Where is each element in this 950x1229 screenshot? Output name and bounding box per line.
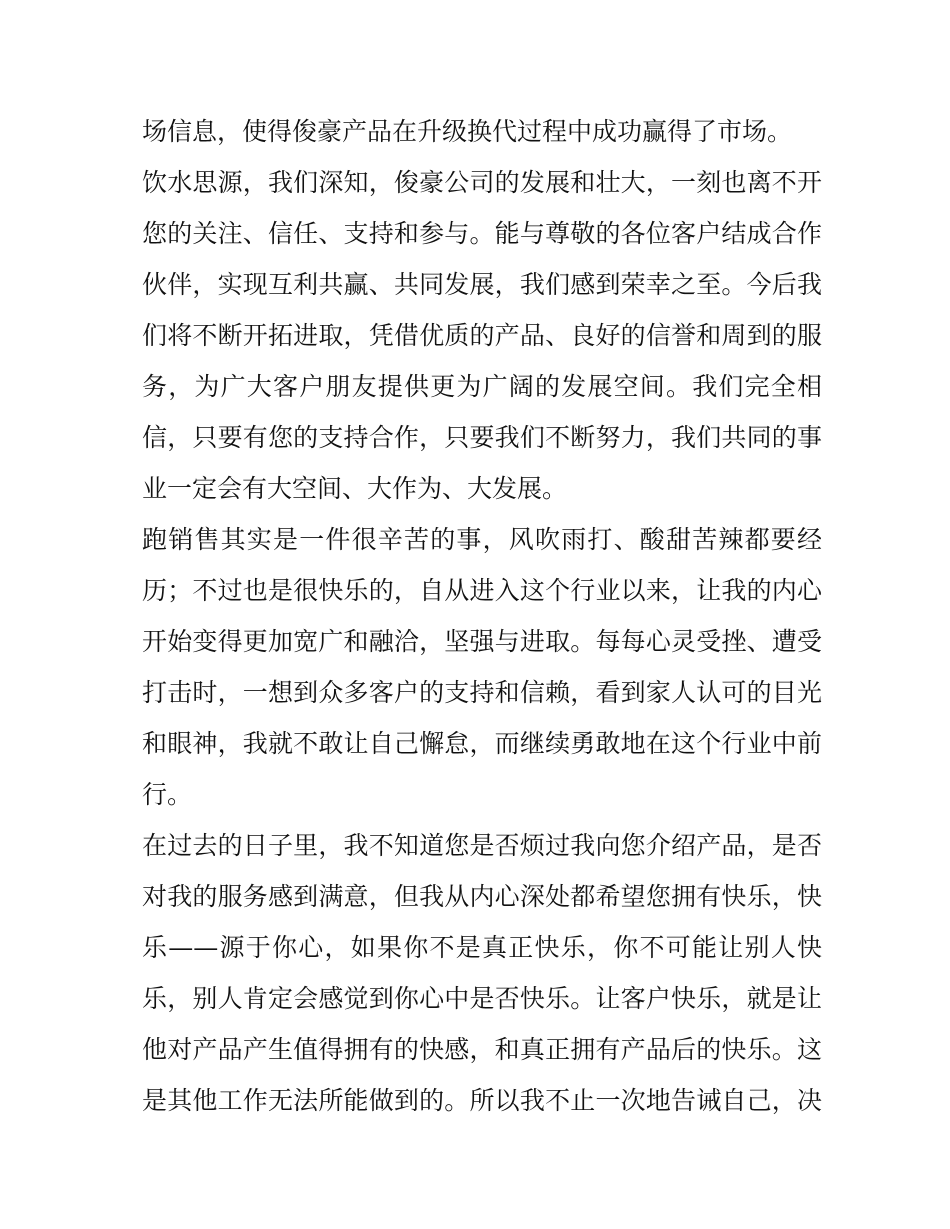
text-line: 是其他工作无法所能做到的。所以我不止一次地告诫自己，决 — [142, 1086, 822, 1115]
paragraph-gratitude — [142, 157, 822, 514]
document-body — [142, 106, 822, 1126]
paragraph-happiness — [142, 820, 822, 1126]
text-line: 他对产品产生值得拥有的快感，和真正拥有产品后的快乐。这 — [142, 1035, 822, 1064]
text-line: 乐，别人肯定会感觉到你心中是否快乐。让客户快乐，就是让 — [142, 984, 822, 1013]
text-line: 在过去的日子里，我不知道您是否烦过我向您介绍产品，是否 — [142, 831, 822, 860]
text-line: 务，为广大客户朋友提供更为广阔的发展空间。我们完全相 — [142, 372, 822, 401]
text-line: 您的关注、信任、支持和参与。能与尊敬的各位客户结成合作 — [142, 219, 822, 248]
paragraph-continuation — [142, 106, 822, 157]
paragraph-sales-experience — [142, 514, 822, 820]
text-line: 乐——源于你心，如果你不是真正快乐，你不可能让别人快 — [142, 933, 822, 962]
text-line: 场信息，使得俊豪产品在升级换代过程中成功赢得了市场。 — [142, 117, 793, 146]
text-line: 跑销售其实是一件很辛苦的事，风吹雨打、酸甜苦辣都要经 — [142, 525, 822, 554]
text-line: 伙伴，实现互利共赢、共同发展，我们感到荣幸之至。今后我 — [142, 270, 822, 299]
text-line: 信，只要有您的支持合作，只要我们不断努力，我们共同的事 — [142, 423, 822, 452]
text-line: 业一定会有大空间、大作为、大发展。 — [142, 474, 568, 503]
text-line: 打击时，一想到众多客户的支持和信赖，看到家人认可的目光 — [142, 678, 822, 707]
text-line: 和眼神，我就不敢让自己懈怠，而继续勇敢地在这个行业中前 — [142, 729, 822, 758]
text-line: 们将不断开拓进取，凭借优质的产品、良好的信誉和周到的服 — [142, 321, 822, 350]
text-line: 历；不过也是很快乐的，自从进入这个行业以来，让我的内心 — [142, 576, 822, 605]
text-line: 饮水思源，我们深知，俊豪公司的发展和壮大，一刻也离不开 — [142, 168, 822, 197]
text-line: 行。 — [142, 780, 193, 809]
text-line: 对我的服务感到满意，但我从内心深处都希望您拥有快乐，快 — [142, 882, 822, 911]
text-line: 开始变得更加宽广和融洽，坚强与进取。每每心灵受挫、遭受 — [142, 627, 822, 656]
